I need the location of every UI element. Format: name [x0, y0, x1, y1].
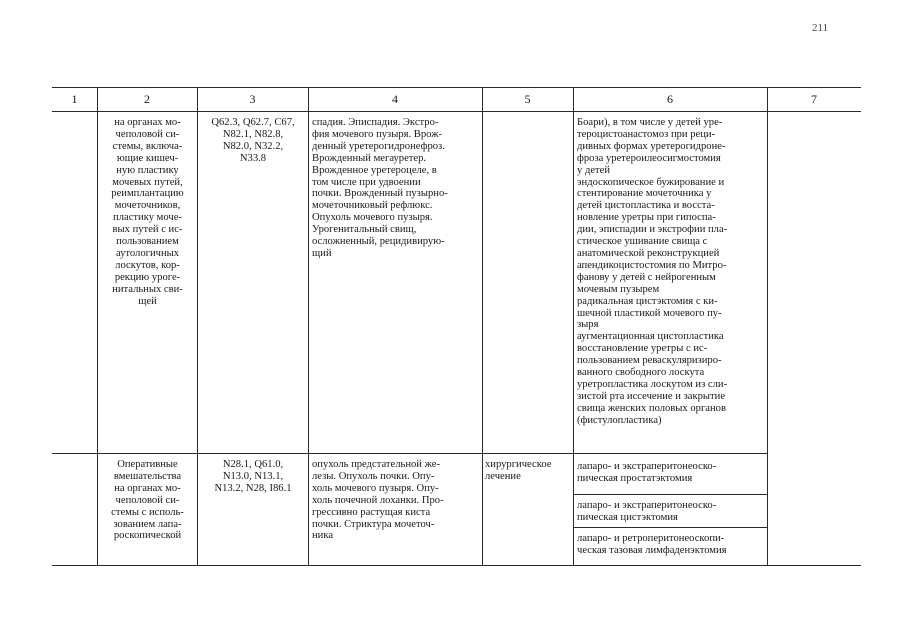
column-header-3: 3 [249, 92, 256, 106]
treatment-method-item: лапаро- и экстраперитонеоско- пическая цистэктомия [577, 500, 717, 523]
icd-codes-cell: N28.1, Q61.0, N13.0, N13.1, N13.2, N28, I86.1 [214, 459, 292, 494]
row-separator [52, 453, 768, 454]
column-header-7: 7 [811, 92, 817, 106]
subrow-separator [573, 527, 768, 528]
table-bottom-border [52, 565, 861, 566]
treatment-methods-cell: Боари), в том числе у детей уре- тероцистоанастомоз при реци- дивных формах уретерогидроне- фроза уретероилеосигмостомия у детей эндоскопическое бужирование и стентирование мочеточника у детей цистопластика и восста- новление уретры при гипоспа- дии, эписпадии и экстрофии пла- стическое ушивание свища с анатомической реконструкцией апендикоцистостомия по Митро- фанову у детей с нейрогенным мочевым пузырем радикальная цистэктомия с ки- шечной пластикой мочевого пу- зыря аугментационная цистопластика восстановление уретры с ис- пользованием реваскуляризиро- ванного свободного лоскута уретропластика лоскутом из сли- зистой рта иссечение и закрытие свища женских половых органов (фистулопластика) [577, 117, 728, 426]
page-number: 211 [812, 22, 829, 34]
diagnosis-cell: опухоль предстательной же- лезы. Опухоль почки. Опу- холь мочевого пузыря. Опу- холь почечной лоханки. Про- грессивно растущая киста почки. Стриктура мочеточ- ника [312, 459, 444, 542]
column-header-4: 4 [392, 92, 398, 106]
column-border [767, 87, 768, 565]
icd-codes-cell: Q62.3, Q62.7, C67, N82.1, N82.8, N82.0, N32.2, N33.8 [211, 117, 295, 164]
diagnosis-cell: спадия. Эписпадия. Экстро- фия мочевого пузыря. Врож- денный уретерогидронефроз. Врожденный мегауретер. Врожденное уретероцеле, в том числе при удвоении почки. Врожденный пузырно- мочеточниковый рефлюкс. Опухоль мочевого пузыря. Урогенитальный свищ, осложненный, рецидивирую- щий [312, 117, 448, 259]
subrow-separator [573, 494, 768, 495]
column-header-6: 6 [667, 92, 673, 106]
column-border [308, 87, 309, 565]
column-header-2: 2 [144, 92, 150, 106]
column-header-5: 5 [524, 92, 531, 106]
table-top-border [52, 87, 861, 88]
header-bottom-border [52, 111, 861, 112]
procedure-name-cell: Оперативные вмешательства на органах мо- чеполовой си- стемы с исполь- зованием лапа- роскопической [111, 459, 184, 542]
treatment-method-item: лапаро- и экстраперитонеоско- пическая простатэктомия [577, 461, 717, 484]
procedure-name-cell: на органах мо- чеполовой си- стемы, включа- ющие кишеч- ную пластику мочевых путей, реимплантацию мочеточников, пластику моче- вых путей с ис- пользованием аутологичных лоскутов, кор- рекцию уроге- нитальных сви- щей [111, 117, 184, 307]
column-border [482, 87, 483, 565]
column-header-1: 1 [71, 92, 78, 106]
treatment-method-item: лапаро- и ретроперитонеоскопи- ческая тазовая лимфаденэктомия [577, 533, 727, 556]
treatment-type-cell: хирургическое лечение [485, 459, 552, 482]
column-border [573, 87, 574, 565]
